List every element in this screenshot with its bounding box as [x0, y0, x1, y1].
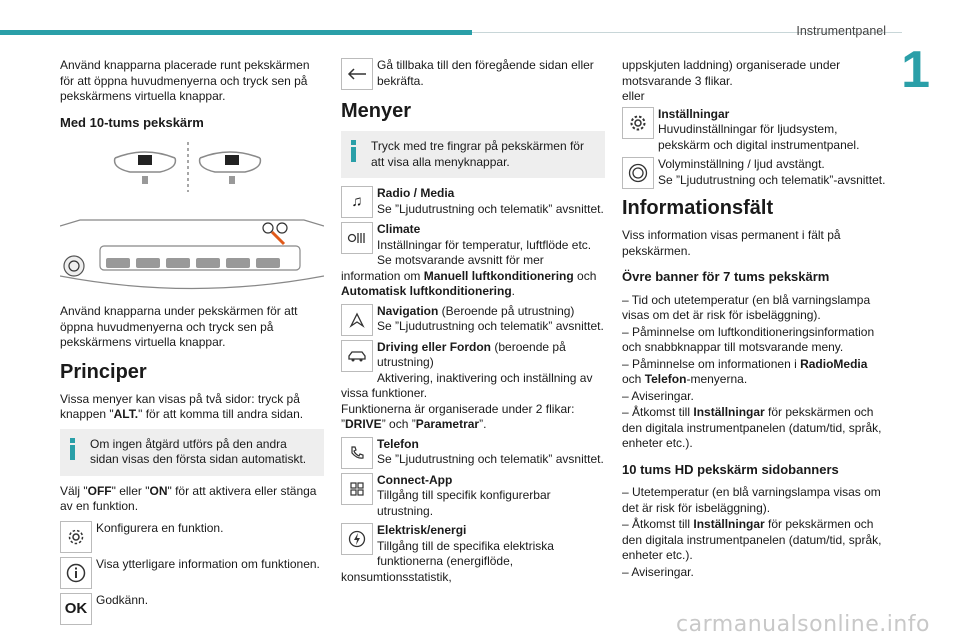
ok-icon: OK [60, 593, 92, 625]
ovre-5-pre: – Åtkomst till [622, 405, 694, 419]
sido-item-1: – Utetemperatur (en blå varningslampa visas om det är risk för isbeläggning). [622, 485, 881, 515]
steering-wheel-illustration [60, 138, 324, 196]
menyer-info-text: Tryck med tre fingrar på pekskärmen för att visa alla menyknappar. [371, 139, 584, 169]
page-header-title: Instrumentpanel [796, 24, 886, 38]
ovre-5-end: för pekskärmen och den digitala instrumentpanelen (datum/tid, språk, enheter etc.). [622, 405, 882, 450]
radio-text: Se ”Ljudutrustning och telematik” avsnittet. [377, 201, 604, 216]
ok-text: Godkänn. [96, 592, 149, 607]
volym-text-2: Se ”Ljudutrustning och telematik”-avsnittet. [658, 172, 886, 187]
ovre-5-bold: Inställningar [693, 405, 765, 419]
chapter-number: 1 [901, 41, 930, 99]
heading-principer: Principer [60, 360, 147, 383]
principer-info-text: Om ingen åtgärd utförs på den andra sidan visas den första sidan automatiskt. [90, 436, 307, 466]
climate-title: Climate [377, 222, 421, 236]
menu-entry-elektrisk [341, 523, 605, 585]
volym-text-1: Volyminställning / ljud avstängt. [658, 157, 825, 171]
top-accent-bar [0, 30, 472, 35]
ovre-item-2: – Påminnelse om luftkonditioneringsinformation och snabbknappar till motsvarande meny. [622, 324, 875, 354]
menu-entry-navigation [341, 304, 605, 336]
menu-entry-radio [341, 186, 605, 218]
elektrisk-continued: uppskjuten laddning) organiserade under motsvarande 3 flikar. [622, 58, 841, 88]
column-1 [60, 58, 324, 629]
climate-bold-1: Manuell luftkonditionering [423, 268, 574, 283]
driving-tab-2: Parametrar [415, 417, 480, 431]
apps-grid-icon [341, 473, 373, 505]
ovre-3-mid: och [622, 372, 645, 386]
driving-text: Aktivering, inaktivering och inställning av vissa funktioner. [341, 370, 593, 400]
heading-ovre-banner: Övre banner för 7 tums pekskärm [622, 269, 830, 284]
lightning-icon [341, 523, 373, 555]
elektrisk-title: Elektrisk/energi [377, 523, 467, 537]
heading-informationsfalt: Informationsfält [622, 197, 774, 219]
music-note-icon: ♫ [341, 186, 373, 218]
back-arrow-icon [341, 58, 373, 90]
menu-entry-climate [341, 222, 605, 300]
eller-text: eller [622, 89, 645, 103]
intro-text: Använd knapparna placerade runt pekskärmen för att öppna huvudmenyerna och tryck sen på pekskärmens virtuella knappar. [60, 58, 310, 103]
driving-title: Driving eller Fordon [377, 339, 492, 354]
heading-sidobanners: 10 tums HD pekskärm sidobanners [622, 461, 839, 477]
info-text: Visa ytterligare information om funktionen. [96, 556, 320, 571]
climate-text: Inställningar för temperatur, luftflöde etc. Se motsvarande avsnitt för mer information om [341, 237, 592, 283]
off-on-text: Välj "OFF" eller "ON" för att aktivera eller stänga av en funktion. [60, 483, 317, 513]
car-icon [341, 340, 373, 372]
back-text: Gå tillbaka till den föregående sidan eller bekräfta. [377, 58, 594, 88]
ovre-item-4: – Aviseringar. [622, 388, 694, 403]
sido-item-3: – Aviseringar. [622, 564, 694, 579]
sido-2-bold: Inställningar [693, 517, 765, 531]
heading-menyer: Menyer [341, 100, 412, 122]
sido-2-end: för pekskärmen och den digitala instrumentpanelen (datum/tid, språk, enheter etc.). [622, 517, 882, 562]
icon-entry-info [60, 557, 324, 589]
radio-title: Radio / Media [377, 186, 455, 200]
volume-knob-icon [622, 157, 654, 189]
sido-item-2 [622, 517, 888, 564]
ovre-item-3 [622, 357, 888, 388]
sido-2-pre: – Åtkomst till [622, 517, 694, 531]
dashboard-buttons-illustration [60, 206, 324, 294]
installningar-text: Huvudinställningar för ljudsystem, pekskärm och digital instrumentpanel. [658, 122, 860, 152]
climate-fan-icon [341, 222, 373, 254]
info-marker-icon [70, 438, 75, 460]
telefon-text: Se ”Ljudutrustning och telematik” avsnittet. [377, 452, 604, 466]
menu-entry-connect [341, 473, 605, 520]
gear-icon [622, 107, 654, 139]
info-intro: Viss information visas permanent i fält på pekskärmen. [622, 228, 841, 258]
menu-entry-driving [341, 340, 605, 433]
icon-entry-back [341, 58, 605, 90]
illustration-caption: Använd knapparna under pekskärmen för att öppna huvudmenyerna och tryck sen på pekskärmens virtuella knappar. [60, 304, 298, 349]
principer-info-box [60, 429, 324, 476]
ovre-item-1: – Tid och utetemperatur (en blå varningslampa visas om det är risk för isbeläggning). [622, 292, 871, 322]
navigation-icon [341, 304, 373, 336]
navigation-title: Navigation [377, 303, 439, 318]
driving-tabs-mid: ” och ” [381, 417, 416, 431]
connect-title: Connect-App [377, 472, 453, 487]
configure-text: Konfigurera en funktion. [96, 520, 224, 535]
climate-bold-2: Automatisk luftkonditionering [341, 284, 512, 298]
info-marker-icon [351, 140, 356, 162]
principer-text: Vissa menyer kan visas på två sidor: tryck på knappen "ALT." för att komma till andra sidan. [60, 391, 304, 421]
watermark: carmanualsonline.info [676, 612, 930, 637]
gear-small-icon [60, 521, 92, 553]
ovre-3-pre: – Påminnelse om informationen i [622, 356, 801, 371]
heading-10-inch: Med 10-tums pekskärm [60, 114, 204, 130]
phone-icon [341, 437, 373, 469]
installningar-title: Inställningar [658, 106, 730, 121]
ovre-3-end: -menyerna. [686, 372, 748, 386]
climate-mid: och [573, 268, 597, 283]
menu-entry-volym [622, 157, 888, 189]
ovre-3-bold-2: Telefon [644, 372, 687, 386]
menu-entry-telefon [341, 437, 605, 469]
icon-entry-ok [60, 593, 324, 625]
navigation-suffix: (Beroende på utrustning) [438, 303, 575, 318]
driving-tab-1: DRIVE [345, 417, 382, 431]
driving-tabs-end: ”. [479, 417, 487, 431]
column-2 [341, 58, 605, 587]
ovre-3-bold-1: RadioMedia [800, 356, 868, 371]
menyer-info-box [341, 131, 605, 178]
driving-tabs-pre: Funktionerna är organiserade under 2 flikar: ” [341, 401, 575, 431]
icon-entry-configure [60, 521, 324, 553]
ovre-item-5 [622, 405, 888, 452]
menu-entry-installningar [622, 107, 888, 154]
info-icon [60, 557, 92, 589]
driving-suffix: (beroende på utrustning) [377, 339, 566, 369]
column-3 [622, 58, 888, 581]
climate-end: . [511, 284, 516, 298]
elektrisk-text: Tillgång till de specifika elektriska funktionerna (energiflöde, konsumtionsstatistik, [341, 538, 554, 584]
telefon-title: Telefon [377, 436, 419, 451]
navigation-text: Se ”Ljudutrustning och telematik” avsnittet. [377, 319, 604, 333]
connect-text: Tillgång till specifik konfigurerbar utrustning. [377, 488, 551, 518]
